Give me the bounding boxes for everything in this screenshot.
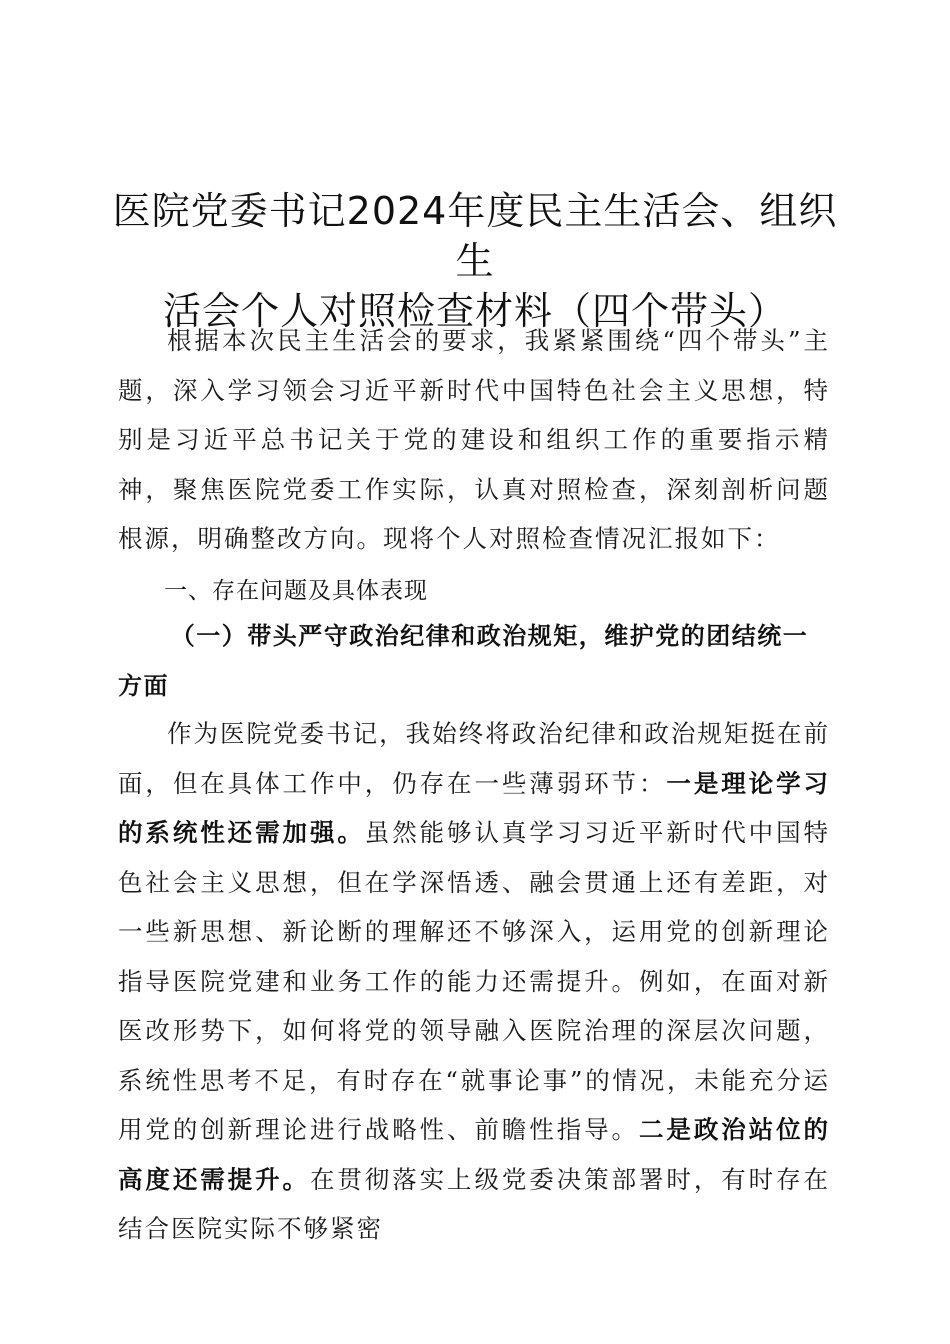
title-line-2: 活会个人对照检查材料（四个带头） — [162, 289, 787, 333]
document-title — [100, 186, 850, 336]
subsection-heading: （一）带头严守政治纪律和政治规矩，维护党的团结统一方面 — [118, 621, 809, 700]
title-line-1: 医院党委书记2024年度民主生活会、组织生 — [112, 189, 838, 283]
key-point-2: 二是政治站位的高度还需提升。 — [118, 1115, 831, 1194]
section-heading: 一、存在问题及具体表现 — [164, 578, 428, 604]
paragraph-text: 作为医院党委书记，我始终将政治纪律和政治规矩挺在前面，但在具体工作中，仍存在一些薄弱环节： — [118, 719, 830, 798]
body-paragraph — [118, 709, 830, 1254]
paragraph-text: 虽然能够认真学习习近平新时代中国特色社会主义思想，但在学深悟透、融会贯通上还有差距，对一些新思想、新论断的理解还不够深入，运用党的创新理论指导医院党建和业务工作的能力还需提升。例如，在面对新医改形势下，如何将党的领导融入医院治理的深层次问题，系统性思考不足，有时存在“就事论事”的情况，未能充分运用党的创新理论进行战略性、前瞻性指导。 — [118, 818, 830, 1144]
paragraph-text: 在贯彻落实上级党委决策部署时，有时存在结合医院实际不够紧密 — [118, 1164, 831, 1243]
intro-paragraph: 根据本次民主生活会的要求，我紧紧围绕“四个带头”主题，深入学习领会习近平新时代中国特色社会主义思想，特别是习近平总书记关于党的建设和组织工作的重要指示精神，聚焦医院党委工作实际，认真对照检查，深刻剖析问题根源，明确整改方向。现将个人对照检查情况汇报如下： — [118, 326, 830, 553]
key-point-1: 一是理论学习的系统性还需加强。 — [118, 768, 831, 847]
